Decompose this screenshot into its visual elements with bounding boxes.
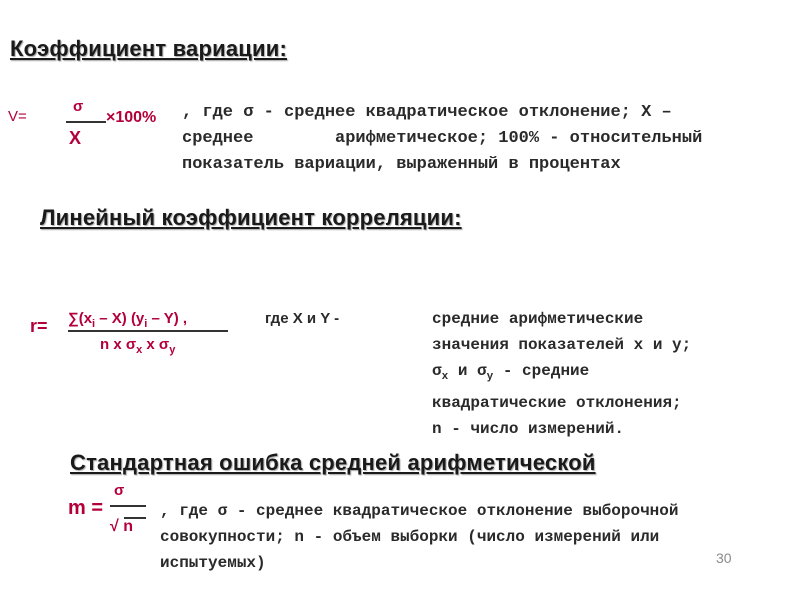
se-numerator: σ: [114, 482, 125, 499]
cv-explanation-line: , где σ - среднее квадратическое отклонение; X –: [182, 103, 672, 122]
heading-linear-correlation: Линейный коэффициент корреляции:: [40, 205, 462, 230]
cv-explanation: [182, 100, 772, 178]
corr-desc-line: $\sigma_x$ и $\sigma_y$ - средние: [432, 362, 590, 383]
cv-numerator: σ: [73, 98, 84, 115]
heading-standard-error: Стандартная ошибка средней арифметической: [70, 450, 596, 475]
corr-description: [432, 306, 691, 442]
cv-fraction-line: [66, 121, 106, 123]
corr-desc-line: n - число измерений.: [432, 420, 625, 438]
cv-lhs: V=: [8, 108, 27, 125]
corr-numerator: $\sum(x_i - X)$ $(y_i - Y)$ ,: [68, 310, 188, 330]
corr-desc-line: средние арифметические: [432, 310, 644, 328]
corr-desc-line: квадратические отклонения;: [432, 394, 682, 412]
corr-fraction-line: [68, 330, 228, 332]
se-root: √ n: [110, 518, 133, 535]
corr-lhs: r=: [30, 316, 48, 336]
se-explanation-line: испытуемых): [160, 554, 266, 572]
corr-desc-line: значения показателей x и y;: [432, 336, 692, 354]
se-fraction-line: [110, 505, 146, 507]
cv-explanation-line: среднее арифметическое; 100% - относительный: [182, 129, 703, 148]
heading-coefficient-of-variation: Коэффициент вариации:: [10, 36, 287, 61]
page-number: 30: [716, 550, 732, 566]
se-root-bar: [124, 517, 146, 519]
se-explanation-line: , где σ - среднее квадратическое отклонение выборочной: [160, 502, 679, 520]
corr-where: где X и Y -: [265, 310, 340, 327]
cv-multiplier: ×100%: [106, 109, 157, 126]
corr-denominator: n x $\sigma_x$ x $\sigma_y$: [100, 336, 176, 356]
se-explanation: [160, 498, 760, 576]
se-explanation-line: совокупности; n - объем выборки (число измерений или: [160, 528, 660, 546]
cv-explanation-line: показатель вариации, выраженный в процентах: [182, 155, 621, 174]
cv-denominator: X: [69, 128, 82, 148]
se-lhs: m =: [68, 497, 104, 519]
